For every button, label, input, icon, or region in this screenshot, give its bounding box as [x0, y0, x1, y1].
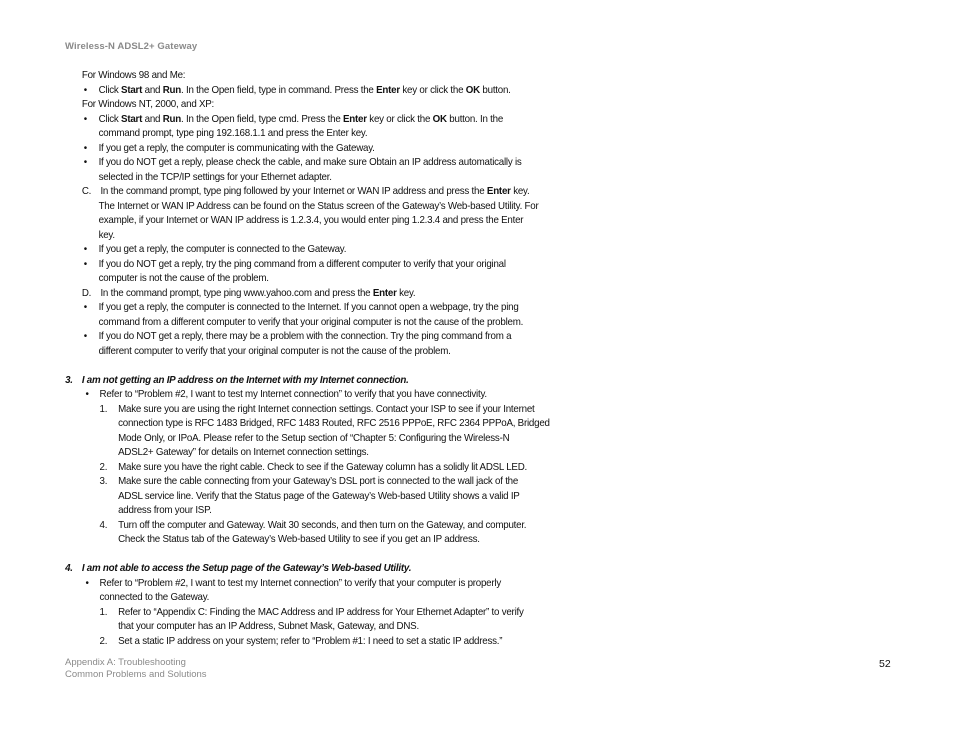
text-run: Make sure the cable connecting from your Gateway’s DSL port is connected to the wall jack of the [118, 475, 519, 487]
text-run: Make sure you are using the right Internet connection settings. Contact your ISP to see if your Internet [118, 402, 535, 415]
section-3-item-4-line-2: Check the Status tab of the Gateway’s Web-based Utility to see if you get an IP address. [118, 533, 480, 545]
text-run: Click [98, 112, 122, 125]
step-marker: D. [81, 286, 92, 299]
step-c-continued-3: key. [98, 228, 115, 241]
bold-enter: Enter [343, 112, 367, 125]
text-run: and [142, 112, 163, 125]
text-run: key. [396, 286, 416, 299]
step-c-continued-1: The Internet or WAN IP Address can be found on the Status screen of the Gateway’s Web-based Utility. For [98, 199, 539, 212]
reply-gateway-bullet [0, 141, 887, 156]
bold-enter: Enter [376, 83, 400, 96]
running-footer [65, 657, 207, 681]
section-4-item-2 [0, 634, 887, 649]
text-run: Make sure you have the right cable. Check to see if the Gateway column has a solidly lit ADSL LED. [118, 460, 528, 473]
text-run: In the command prompt, type ping www.yahoo.com and press the [100, 286, 373, 299]
text-run: If you get a reply, the computer is connected to the Internet. If you cannot open a webpage, try the ping [98, 301, 519, 313]
text-run: Refer to “Problem #2, I want to test my Internet connection” to verify that you have connectivity. [99, 388, 487, 400]
bullet-marker: • [85, 576, 89, 589]
bullet-marker: • [83, 301, 87, 313]
text-run: key or click the [399, 83, 466, 96]
footer-section: Common Problems and Solutions [65, 669, 207, 680]
noreply-cable-bullet [0, 155, 887, 170]
text-run: Refer to “Problem #2, I want to test my Internet connection” to verify that your computer is properly [99, 576, 501, 589]
section-3-item-2 [0, 460, 887, 475]
reply-internet-bullet [0, 300, 887, 315]
bold-start: Start [121, 112, 143, 125]
section-number: 4. [65, 562, 73, 574]
text-run: button. In the [446, 112, 504, 125]
text-run: If you do NOT get a reply, there may be a problem with the connection. Try the ping command from a [98, 330, 512, 342]
item-marker: 1. [99, 605, 108, 618]
bold-run: Run [162, 112, 182, 125]
bold-run: Run [162, 83, 182, 96]
winnt-bullet-continued: command prompt, type ping 192.168.1.1 and press the Enter key. [98, 127, 368, 139]
spacer [0, 358, 887, 373]
item-marker: 3. [99, 475, 108, 487]
text-run: Click [98, 83, 122, 96]
section-3-bullet [0, 387, 887, 402]
text-run: If you do NOT get a reply, try the ping command from a different computer to verify that your original [98, 257, 506, 270]
text-run: In the command prompt, type ping followed by your Internet or WAN IP address and press the [100, 185, 487, 197]
step-marker: C. [81, 185, 92, 197]
text-run: and [142, 83, 163, 96]
bold-ok: OK [432, 112, 447, 125]
section-3-item-3-line-3: address from your ISP. [118, 504, 212, 516]
section-number: 3. [65, 373, 73, 386]
noreply-connection-continued: different computer to verify that your original computer is not the cause of the problem. [98, 344, 451, 357]
bold-enter: Enter [372, 286, 397, 299]
text-run: key or click the [366, 112, 433, 125]
section-3-item-3 [0, 474, 887, 489]
noreply-ping-continued: computer is not the cause of the problem. [98, 272, 269, 284]
spacer [0, 547, 887, 562]
item-marker: 1. [99, 402, 108, 415]
reply-internet-continued: command from a different computer to verify that your original computer is not the cause of the problem. [98, 315, 524, 328]
win98-bullet [0, 83, 887, 98]
section-3-item-1-line-2: connection type is RFC 1483 Bridged, RFC 1483 Routed, RFC 2516 PPPoE, RFC 2364 PPPoA, Bridged [118, 417, 550, 429]
step-c [0, 184, 887, 199]
bold-start: Start [121, 83, 143, 96]
bullet-marker: • [83, 83, 87, 96]
bullet-marker: • [83, 141, 87, 154]
section-title: I am not able to access the Setup page of the Gateway’s Web-based Utility. [81, 562, 412, 574]
page-content [0, 68, 887, 648]
section-4-bullet-continued: connected to the Gateway. [99, 591, 210, 603]
text-run: If you do NOT get a reply, please check the cable, and make sure Obtain an IP address automatically is [98, 156, 522, 168]
running-header: Wireless-N ADSL2+ Gateway [65, 41, 198, 52]
section-3-item-4 [0, 518, 887, 533]
winnt-bullet [0, 112, 887, 127]
item-marker: 2. [99, 460, 108, 473]
section-3-item-1-line-4: ADSL2+ Gateway” for details on Internet connection settings. [118, 446, 369, 458]
item-marker: 4. [99, 518, 108, 531]
section-4-heading [0, 561, 887, 576]
page-number: 52 [879, 658, 891, 670]
reply-connected-bullet [0, 242, 887, 257]
text-run: . In the Open field, type in command. Press the [181, 83, 377, 96]
text-run: Set a static IP address on your system; refer to “Problem #1: I need to set a static IP address.” [118, 634, 503, 647]
noreply-cable-continued: selected in the TCP/IP settings for your Ethernet adapter. [98, 170, 332, 183]
section-3-item-1-line-3: Mode Only, or IPoA. Please refer to the Setup section of “Chapter 5: Configuring the Wireless-N [118, 431, 510, 444]
section-4-item-1-line-2: that your computer has an IP Address, Subnet Mask, Gateway, and DNS. [118, 620, 419, 632]
section-3-item-1 [0, 402, 887, 417]
bullet-marker: • [83, 257, 87, 270]
bullet-marker: • [83, 330, 87, 342]
section-3-item-3-line-2: ADSL service line. Verify that the Status page of the Gateway’s Web-based Utility shows a valid IP [118, 489, 520, 502]
noreply-connection-bullet [0, 329, 887, 344]
text-run: . In the Open field, type cmd. Press the [181, 112, 344, 125]
text-run: Refer to “Appendix C: Finding the MAC Address and IP address for Your Ethernet Adapter” to verify [118, 605, 524, 618]
text-run: If you get a reply, the computer is connected to the Gateway. [98, 243, 347, 255]
bullet-marker: • [83, 243, 87, 255]
section-4-bullet [0, 576, 887, 591]
winnt-label: For Windows NT, 2000, and XP: [81, 98, 215, 110]
section-4-item-1 [0, 605, 887, 620]
text-run: Turn off the computer and Gateway. Wait 30 seconds, and then turn on the Gateway, and computer. [118, 518, 527, 531]
bold-ok: OK [465, 83, 480, 96]
bullet-marker: • [83, 156, 87, 168]
text-run: If you get a reply, the computer is communicating with the Gateway. [98, 141, 375, 154]
bold-enter: Enter [486, 185, 511, 197]
step-d [0, 286, 887, 301]
bullet-marker: • [85, 388, 89, 400]
item-marker: 2. [99, 634, 108, 647]
footer-chapter: Appendix A: Troubleshooting [65, 657, 186, 668]
bullet-marker: • [83, 112, 87, 125]
win98-label: For Windows 98 and Me: [81, 69, 186, 81]
text-run: key. [510, 185, 530, 197]
step-c-continued-2: example, if your Internet or WAN IP address is 1.2.3.4, you would enter ping 1.2.3.4 and press the Enter [98, 214, 524, 226]
text-run: button. [479, 83, 511, 96]
section-3-heading [0, 373, 887, 388]
section-title: I am not getting an IP address on the Internet with my Internet connection. [81, 373, 409, 386]
noreply-ping-bullet [0, 257, 887, 272]
